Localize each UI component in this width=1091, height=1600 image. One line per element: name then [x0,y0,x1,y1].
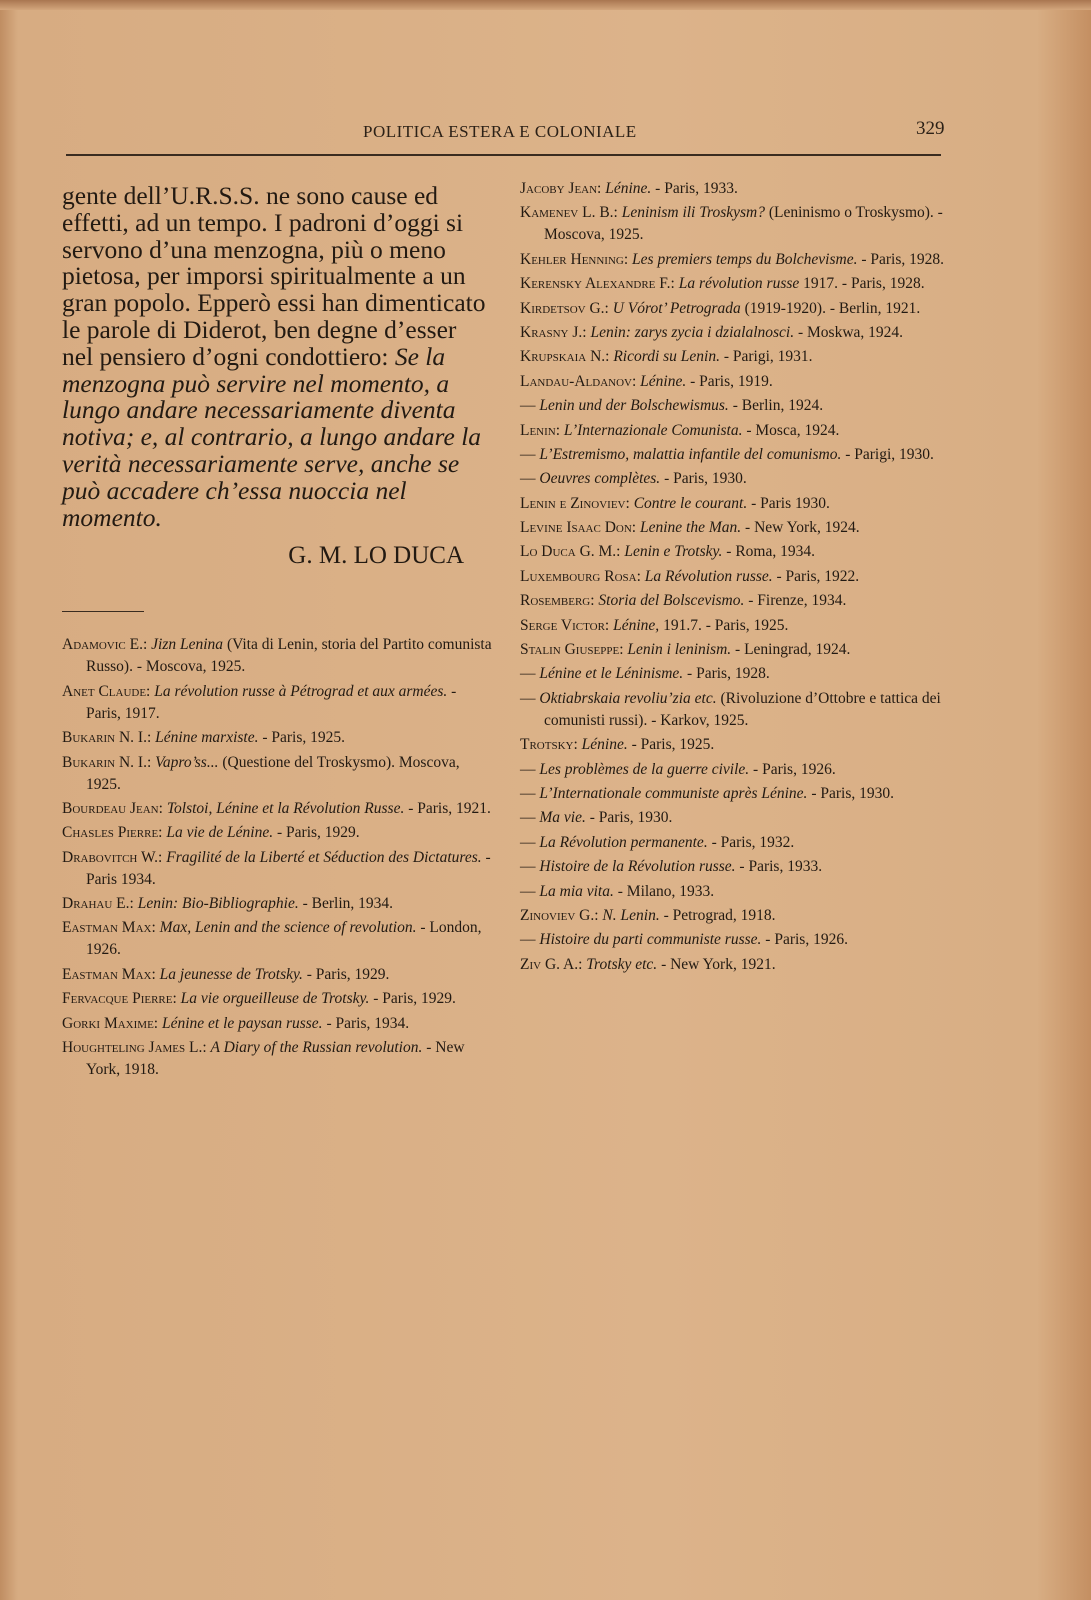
bibliography-details: - Paris, 1919. [686,372,773,390]
bibliography-details: - Paris, 1925. [258,729,346,747]
bibliography-title: La vie de Lénine. [166,824,274,842]
bibliography-title: Les problèmes de la guerre civile. [539,760,750,778]
bibliography-author: Serge Victor: [520,616,610,634]
bibliography-details: - Petrograd, 1918. [659,906,776,924]
bibliography-details: - Paris 1930. [747,494,830,512]
bibliography-author: Chasles Pierre: [62,824,163,842]
bibliography-details: - Paris, 1929. [273,824,360,842]
bibliography-title: Histoire de la Révolution russe. [539,858,736,876]
bibliography-title: Lenin i leninism. [627,641,732,659]
bibliography-author: Bukarin N. I.: [62,729,152,747]
bibliography-details: (Questione del Troskysmo). Moscova, 1925. [86,753,460,793]
bibliography-title: Lenin e Trotsky. [624,543,723,561]
bibliography-title: La jeunesse de Trotsky. [159,965,303,983]
bibliography-title: L’Estremismo, malattia infantile del comunismo. [539,445,842,463]
bibliography-entry [520,395,950,417]
bibliography-entry [62,727,492,749]
bibliography-author: Fervacque Pierre: [62,990,177,1008]
bibliography-details: (Rivoluzione d’Ottobre e tattica dei comunisti russi). - Karkov, 1925. [544,689,941,729]
bibliography-entry [62,798,492,820]
bibliography-author: Lenin: [520,421,561,439]
bibliography-details: - Berlin, 1924. [728,397,824,415]
bibliography-entry [520,493,950,515]
bibliography-title: Tolstoi, Lénine et la Révolution Russe. [166,799,405,817]
bibliography-author: Adamovic E.: [62,636,148,654]
bibliography-author: — [520,445,536,463]
bibliography-title: Vapro’ss... [155,753,219,771]
bibliography-details: - Berlin, 1934. [298,895,394,913]
bibliography-entry [62,822,492,844]
author-signature: G. M. LO DUCA [288,542,464,570]
bibliography-author: — [520,809,536,827]
bibliography-entry [520,615,950,637]
right-column [520,178,950,978]
bibliography-details: 191.7. - Paris, 1925. [659,616,789,634]
bibliography-title: Trotsky etc. [586,955,658,973]
bibliography-author: Kirdetsov G.: [520,299,609,317]
bibliography-entry [62,752,492,796]
bibliography-title: Lénine et le Léninisme. [539,665,684,683]
page-number: 329 [916,118,945,139]
bibliography-entry [520,178,950,200]
bibliography-author: Houghteling James L.: [62,1039,207,1057]
bibliography-entry [520,346,950,368]
bibliography-author: — [520,784,536,802]
header-rule [66,154,941,156]
bibliography-title: Lénine marxiste. [155,729,259,747]
bibliography-details: - Paris, 1933. [735,858,823,876]
bibliography-author: Rosemberg: [520,592,595,610]
bibliography-title: Lenin: zarys zycia i dzialalnosci. [590,323,795,341]
bibliography-details: - Paris, 1925. [627,736,715,754]
bibliography-entry [520,856,950,878]
bibliography-title: La Révolution russe. [644,567,773,585]
bibliography-author: Levine Isaac Don: [520,519,637,537]
bibliography-entry [520,517,950,539]
bibliography-left [62,634,492,1081]
bibliography-author: Luxembourg Rosa: [520,567,641,585]
bibliography-entry [520,734,950,756]
bibliography-details: - Paris, 1926. [761,931,848,949]
bibliography-details: - Parigi, 1930. [841,445,934,463]
bibliography-author: Lo Duca G. M.: [520,543,621,561]
bibliography-details: - Paris, 1928. [857,250,945,268]
bibliography-author: Stalin Giuseppe: [520,641,624,659]
bibliography-title: Leninism ili Troskysm? [621,204,765,222]
bibliography-entry [520,202,950,246]
bibliography-details: - New York, 1921. [657,955,776,973]
bibliography-details: - Parigi, 1931. [719,348,813,366]
bibliography-author: — [520,833,536,851]
bibliography-title: N. Lenin. [602,906,660,924]
bibliography-title: Lenin und der Bolschewismus. [539,397,729,415]
bibliography-title: U Vórot’ Petrograda [612,299,741,317]
bibliography-details: - Paris, 1930. [585,809,673,827]
bibliography-entry [520,322,950,344]
bibliography-entry [520,954,950,976]
bibliography-details: - Paris, 1928. [683,665,770,683]
bibliography-details: - Paris 1934. [86,848,491,888]
bibliography-details: - Roma, 1934. [722,543,815,561]
bibliography-title: Jizn Lenina [151,636,224,654]
bibliography-title: Oktiabrskaia revoliu’zia etc. [539,689,717,707]
bibliography-author: Lenin e Zinoviev: [520,494,630,512]
bibliography-title: Fragilité de la Liberté et Séduction des Dictatures. [166,848,482,866]
bibliography-title: La révolution russe [678,275,800,293]
bibliography-title: La Révolution permanente. [539,833,708,851]
bibliography-title: La mia vita. [539,882,614,900]
bibliography-details: - Paris, 1921. [404,799,491,817]
bibliography-entry [62,847,492,891]
bibliography-title: L’Internationale communiste après Lénine. [539,784,808,802]
bibliography-author: Kehler Henning: [520,250,629,268]
bibliography-author: Drabovitch W.: [62,848,163,866]
bibliography-title: Max, Lenin and the science of revolution. [159,919,417,937]
bibliography-details: - Paris, 1930. [660,470,747,488]
bibliography-title: Lénine, [613,616,660,634]
bibliography-author: Landau-Aldanov: [520,372,637,390]
bibliography-details: - New York, 1918. [86,1039,465,1079]
running-header [66,118,946,158]
bibliography-title: Les premiers temps du Bolchevisme. [632,250,858,268]
bibliography-title: La révolution russe à Pétrograd et aux armées. [154,682,448,700]
bibliography-entry [520,881,950,903]
bibliography-entry [520,371,950,393]
bibliography-title: La vie orgueilleuse de Trotsky. [180,990,370,1008]
bibliography-author: — [520,470,536,488]
bibliography-details: - Firenze, 1934. [744,592,847,610]
bibliography-entry [520,420,950,442]
running-title: POLITICA ESTERA E COLONIALE [363,122,637,141]
bibliography-author: — [520,931,536,949]
bibliography-details: - Leningrad, 1924. [731,641,851,659]
bibliography-details: - Paris, 1929. [302,965,390,983]
bibliography-details: - Paris, 1929. [369,990,456,1008]
bibliography-entry [62,988,492,1010]
bibliography-title: Lenin: Bio-Bibliographie. [137,895,299,913]
bibliography-author: Eastman Max: [62,965,156,983]
bibliography-details: - New York, 1924. [741,519,860,537]
bibliography-title: A Diary of the Russian revolution. [210,1039,423,1057]
bibliography-title: Ricordi su Lenin. [613,348,720,366]
bibliography-entry [520,759,950,781]
bibliography-title: L’Internazionale Comunista. [563,421,743,439]
bibliography-details: - London, 1926. [86,919,482,959]
bibliography-details: (1919-1920). - Berlin, 1921. [740,299,921,317]
bibliography-entry [62,964,492,986]
bibliography-author: Zinoviev G.: [520,906,599,924]
bibliography-details: - Milano, 1933. [613,882,715,900]
bibliography-author: Ziv G. A.: [520,955,583,973]
bibliography-details: (Vita di Lenin, storia del Partito comunista Russo). - Moscova, 1925. [86,636,492,676]
left-column [62,183,492,1083]
bibliography-author: Jacoby Jean: [520,180,602,197]
bibliography-entry [520,444,950,466]
closing-paragraph [62,183,492,531]
bibliography-entry [520,929,950,951]
bibliography-entry [520,905,950,927]
bibliography-author: — [520,882,536,900]
bibliography-entry [520,688,950,732]
bibliography-title: Lénine. [581,736,628,754]
bibliography-author: — [520,665,536,683]
bibliography-entry [520,663,950,685]
bibliography-author: Kamenev L. B.: [520,204,618,222]
bibliography-author: Drahau E.: [62,895,134,913]
bibliography-author: Bourdeau Jean: [62,799,163,817]
bibliography-entry [62,1013,492,1035]
bibliography-title: Lenine the Man. [639,519,742,537]
bibliography-author: Kerensky Alexandre F.: [520,275,675,293]
bibliography-author: Eastman Max: [62,919,156,937]
bibliography-details: - Mosca, 1924. [742,421,840,439]
bibliography-details: - Paris, 1917. [86,682,457,722]
bibliography-details: - Moskwa, 1924. [794,323,904,341]
footnote-rule [62,611,144,612]
bibliography-author: — [520,689,536,707]
bibliography-entry [520,541,950,563]
bibliography-entry [62,1037,492,1081]
bibliography-entry [520,566,950,588]
bibliography-entry [62,634,492,678]
bibliography-author: Krasny J.: [520,323,587,341]
bibliography-entry [520,639,950,661]
bibliography-title: Lénine. [640,372,687,390]
bibliography-entry [62,893,492,915]
bibliography-author: Trotsky: [520,736,578,754]
bibliography-details: - Paris, 1934. [322,1014,410,1032]
bibliography-title: Lénine. [605,180,652,197]
bibliography-title: Oeuvres complètes. [539,470,661,488]
bibliography-entry [520,807,950,829]
bibliography-title: Lénine et le paysan russe. [161,1014,323,1032]
bibliography-author: Bukarin N. I.: [62,753,152,771]
bibliography-entry [62,917,492,961]
bibliography-entry [520,249,950,271]
bibliography-author: Krupskaia N.: [520,348,610,366]
bibliography-details: - Paris, 1930. [807,784,894,802]
bibliography-entry [520,832,950,854]
diderot-quote: Se la menzogna può servire nel momento, a lungo andare necessariamente diventa notiva; e, al contrario, a lungo andare la verità necessariamente serve, anche se può accadere ch’essa nuoccia nel momento. [62,341,482,532]
bibliography-title: Histoire du parti communiste russe. [539,931,762,949]
bibliography-author: — [520,760,536,778]
bibliography-title: Contre le courant. [633,494,748,512]
bibliography-author: — [520,858,536,876]
bibliography-details: 1917. - Paris, 1928. [799,275,925,293]
bibliography-details: - Paris, 1933. [651,180,738,197]
bibliography-entry [520,298,950,320]
bibliography-details: - Paris, 1926. [749,760,836,778]
bibliography-entry [520,783,950,805]
paragraph-text: gente dell’U.R.S.S. ne sono cause ed effetti, ad un tempo. I padroni d’oggi si servono d’una menzogna, più o meno pietosa, per imporsi spiritualmente a un gran popolo. Epperò essi han dimenticato le parole di Diderot, ben degne d’esser nel pensiero d’ogni condottiero: [62,181,486,371]
bibliography-entry [520,590,950,612]
bibliography-details: (Leninismo o Troskysmo). - Moscova, 1925. [544,204,943,244]
bibliography-author: Anet Claude: [62,682,151,700]
bibliography-title: Storia del Bolscevismo. [598,592,745,610]
bibliography-details: - Paris, 1932. [707,833,795,851]
bibliography-title: Ma vie. [539,809,586,827]
bibliography-author: Gorki Maxime: [62,1014,159,1032]
bibliography-details: - Paris, 1922. [772,567,860,585]
bibliography-entry [520,273,950,295]
bibliography-entry [62,681,492,725]
bibliography-right [520,178,950,976]
bibliography-entry [520,468,950,490]
bibliography-author: — [520,397,536,415]
